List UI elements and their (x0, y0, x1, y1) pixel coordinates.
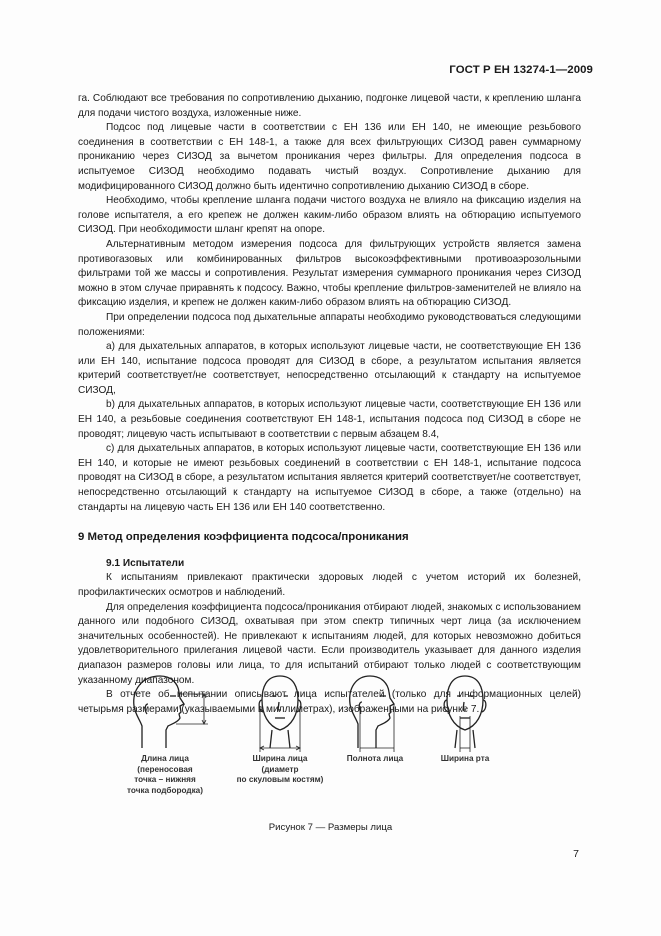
figure-item-face-width (230, 670, 330, 786)
figure-label: Ширина лица (диаметр по скуловым костям) (236, 754, 324, 784)
head-front-mouth-icon (435, 670, 495, 752)
paragraph: га. Соблюдают все требования по сопротивлению дыханию, подгонке лицевой части, к креплению шланга для подачи чистого воздуха, изложенные ниже. (78, 93, 581, 119)
head-profile-icon (120, 670, 210, 752)
head-front-icon (250, 670, 310, 752)
figure-face-dimensions (100, 670, 560, 820)
paragraph: Для определения коэффициента подсоса/проникания отбирают людей, знакомых с использованием данного или подобного СИЗОД, охватывая при этом спектр типичных черт лица (за исключением значительных особенностей). Не привлекают к испытаниям людей, для которых невозможно добиться удовлетворительного прилегания лицевой части. Если производитель указывает для данного изделия диапазон размеров головы или лица, то для испытаний отбирают только людей с соответствующим указанному диапазоном. (78, 601, 581, 686)
head-profile-depth-icon (340, 670, 410, 752)
figure-item-mouth-width (415, 670, 515, 765)
paragraph: Необходимо, чтобы крепление шланга подачи чистого воздуха не влияло на фиксацию изделия на голове испытателя, а его крепеж не должен каким-либо образом влиять на обтюрацию испытуемого СИЗОД. При необходимости шланг крепят на опоре. (78, 195, 581, 236)
list-item-a: а) для дыхательных аппаратов, в которых используют лицевые части, не соответствующие ЕН 136 или ЕН 140, испытание подсоса проводят для СИЗОД в сборе, а результатом испытания является критерий соответствует/не соответствует, непосредственно отсылающий к стандарту на испытуемое СИЗОД, (78, 341, 581, 396)
figure-label: Полнота лица (346, 754, 404, 763)
section-heading: 9 Метод определения коэффициента подсоса/проникания (78, 531, 409, 544)
paragraph: Подсос под лицевые части в соответствии с ЕН 136 или ЕН 140, не имеющие резьбового соединения в соответствии с ЕН 148-1, а также для всех фильтрующих СИЗОД равен суммарному прониканию через СИЗОД за вычетом проникания через фильтры. Для определения подсоса в испытуемое СИЗОД необходимо подавать чистый воздух. Сопротивление дыханию для модифицированного СИЗОД должно быть идентично сопротивлению дыханию СИЗОД в сборе. (78, 122, 581, 192)
paragraph: Альтернативным методом измерения подсоса для фильтрующих устройств является замена противогазовых или комбинированных фильтров высокоэффективными противоаэрозольными фильтрами той же массы и сопротивления. Результат измерения суммарного проникания через СИЗОД можно в этом случае приравнять к подсосу. Важно, чтобы крепление фильтров-заменителей не влияло на фиксацию изделия, и крепеж не должен каким-либо образом влиять на обтюрацию СИЗОД. (78, 238, 581, 309)
figure-label: Ширина рта (440, 754, 490, 763)
figure-caption: Рисунок 7 — Размеры лица (268, 822, 393, 833)
list-item-b: b) для дыхательных аппаратов, в которых используют лицевые части, соответствующие ЕН 136 или ЕН 140, а резьбовые соединения соответствуют ЕН 148-1, испытания подсоса под СИЗОД в сборе не проводят; лицевую часть испытывают в соответствии с первым абзацем 8.4, (78, 399, 581, 440)
figure-item-face-depth (325, 670, 425, 765)
paragraph: При определении подсоса под дыхательные аппараты необходимо руководствоваться следующими положениями: (78, 311, 581, 338)
figure-label: Длина лица (переносовая точка – нижняя точка подбородка) (127, 754, 203, 795)
figure-item-face-length (100, 670, 230, 796)
paragraph: В отчете об испытании описывают лица испытателей (только для информационных целей) четырьмя размерами (указываемыми в миллиметрах), изображенными на рисунке 7. (78, 689, 581, 715)
page-number: 7 (573, 848, 579, 860)
subsection-heading: 9.1 Испытатели (106, 557, 185, 569)
paragraph: К испытаниям привлекают практически здоровых людей с учетом историй их болезней, профилактических осмотров и наблюдений. (78, 572, 581, 598)
document-header: ГОСТ Р ЕН 13274-1—2009 (449, 64, 593, 76)
body-text (78, 92, 581, 717)
list-item-c: с) для дыхательных аппаратов, в которых используют лицевые части, соответствующие ЕН 136 или ЕН 140, и которые не имеют резьбовых соединений в соответствии с ЕН 148-1, испытание подсоса проводят на СИЗОД в сборе, а результатом испытания является критерий соответствует/не соответствует, непосредственно отсылающий к стандарту на испытуемое СИЗОД в сборе, а также (отдельно) на стандарты на лицевую часть ЕН 136 или ЕН 140 соответственно. (78, 443, 581, 513)
